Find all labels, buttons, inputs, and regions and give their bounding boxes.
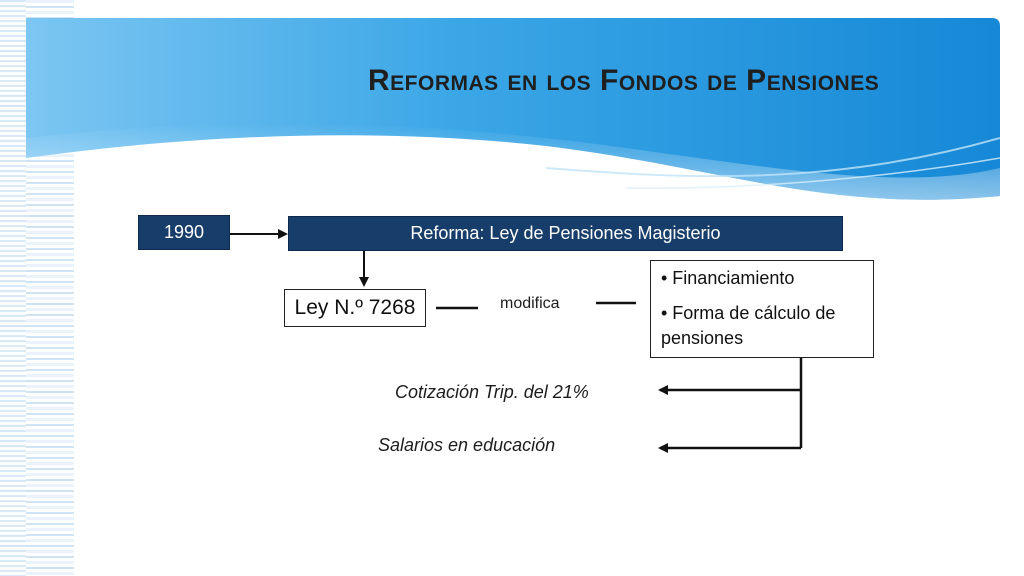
outcome-cotizacion: Cotización Trip. del 21%: [395, 382, 589, 402]
list-item: • Financiamiento: [661, 268, 795, 288]
list-item: • Forma de cálculo de pensiones: [661, 303, 836, 348]
page-title: Reformas en los Fondos de Pensiones: [368, 64, 880, 97]
modified-items-list: [657, 266, 867, 351]
modified-items-box: [650, 260, 874, 358]
outcome-salarios: Salarios en educación: [378, 435, 556, 455]
year-box: 1990: [138, 215, 230, 250]
modifica-label: modifica: [500, 295, 560, 312]
law-box: Ley N.º 7268: [284, 289, 426, 327]
reform-box: Reforma: Ley de Pensiones Magisterio: [288, 216, 843, 251]
